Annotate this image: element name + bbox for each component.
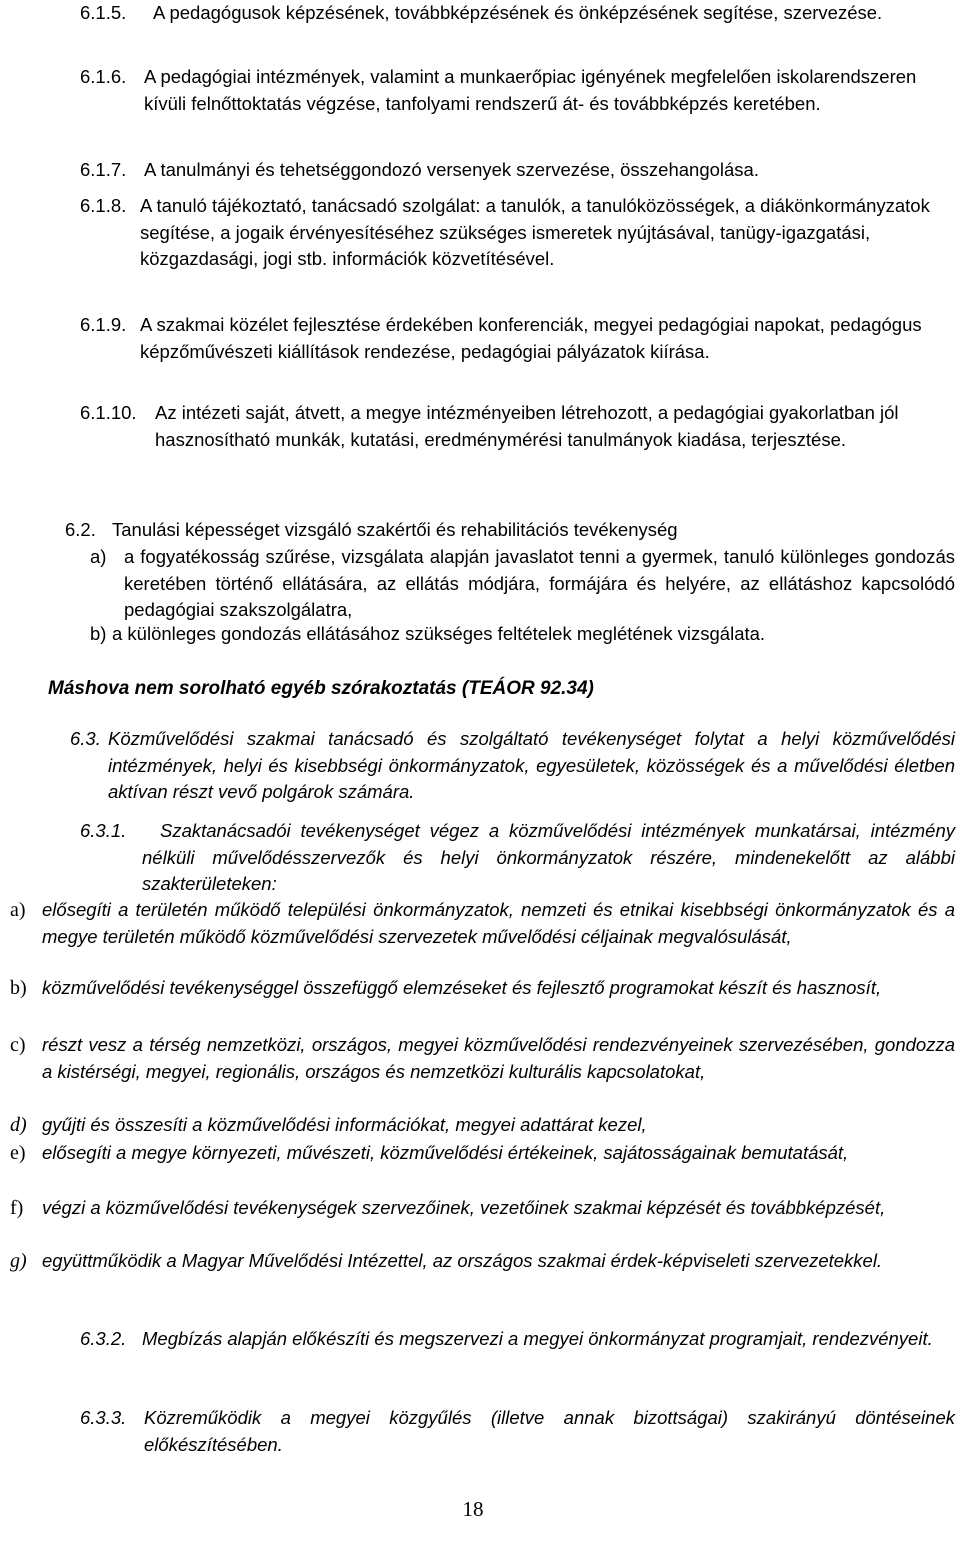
list-item-b xyxy=(10,975,955,1031)
section-number: 6.3.1. xyxy=(80,820,127,841)
section-6-3-1 xyxy=(80,818,955,900)
section-text: Szaktanácsadói tevékenységet végez a közművelődési intézmények munkatársai, intézmény nélküli művelődésszervezők és helyi önkormányzatok részére, mindenekelőtt az alábbi szakterületeken: xyxy=(142,820,955,895)
item-text: A tanulmányi és tehetséggondozó versenyek szervezése, összehangolása. xyxy=(144,159,759,180)
item-6-1-9 xyxy=(80,312,950,392)
item-6-1-8 xyxy=(80,193,960,303)
item-6-1-5 xyxy=(80,0,940,54)
item-label: b) xyxy=(90,623,107,644)
section-6-3-3 xyxy=(80,1405,955,1461)
list-label: a) xyxy=(10,899,26,921)
section-text: Megbízás alapján előkészíti és megszervezi a megyei önkormányzat programjait, rendezvényeit. xyxy=(142,1328,933,1349)
section-heading: Máshova nem sorolható egyéb szórakoztatás (TEÁOR 92.34) xyxy=(48,678,594,699)
list-label: c) xyxy=(10,1034,26,1056)
list-label: e) xyxy=(10,1142,26,1164)
section-text: Közművelődési szakmai tanácsadó és szolgáltató tevékenységet folytat a helyi közművelődési intézmények, helyi és kisebbségi önkormányzatok, egyesületek, közösségek és a művelődési életben aktívan részt vevő polgárok számára. xyxy=(108,728,955,803)
list-text: elősegíti a megye környezeti, művészeti, közművelődési értékeinek, sajátosságainak bemutatását, xyxy=(42,1142,849,1163)
item-6-1-7 xyxy=(80,157,950,185)
list-item-f xyxy=(10,1195,955,1251)
list-text: részt vesz a térség nemzetközi, országos, megyei közművelődési rendezvényeinek szervezésében, gondozza a kistérségi, megyei, regionális, országos és nemzetközi kulturális kapcsolatokat, xyxy=(42,1034,955,1082)
item-text: A tanuló tájékoztató, tanácsadó szolgálat: a tanulók, a tanulóközösségek, a diákönkormányzatok segítése, a jogaik érvényesítéséhez szükséges ismeretek nyújtásával, tanügy-igazgatási, közgazdasági, jogi stb. információk közvetítésével. xyxy=(140,195,930,270)
list-item-c xyxy=(10,1032,955,1114)
list-text: gyűjti és összesíti a közművelődési információkat, megyei adattárat kezel, xyxy=(42,1114,647,1135)
item-6-1-10 xyxy=(80,400,950,480)
section-text: Közreműködik a megyei közgyűlés (illetve annak bizottságai) szakirányú döntéseinek előkészítésében. xyxy=(144,1407,955,1455)
item-text: a különleges gondozás ellátásához szükséges feltételek meglétének vizsgálata. xyxy=(112,623,766,644)
item-number: 6.1.9. xyxy=(80,314,127,335)
list-label: f) xyxy=(10,1197,24,1219)
item-number: 6.1.5. xyxy=(80,2,127,23)
item-text: A szakmai közélet fejlesztése érdekében konferenciák, megyei pedagógiai napokat, pedagógus képzőművészeti kiállítások rendezése, pedagógiai pályázatok kiírása. xyxy=(140,314,922,362)
item-number: 6.1.8. xyxy=(80,195,127,216)
list-label: g) xyxy=(10,1250,27,1272)
list-text: elősegíti a területén működő települési önkormányzatok, nemzeti és etnikai kisebbségi önkormányzatok és a megye területén működő közművelődési szervezetek művelődési céljainak megvalósulását, xyxy=(42,899,955,947)
list-text: együttműködik a Magyar Művelődési Intézettel, az országos szakmai érdek-képviseleti szervezetekkel. xyxy=(42,1250,883,1271)
item-text: A pedagógiai intézmények, valamint a munkaerőpiac igényének megfelelően iskolarendszeren kívüli felnőttoktatás végzése, tanfolyami rendszerű át- és továbbképzés keretében. xyxy=(144,66,917,114)
section-6-2-item-a xyxy=(90,544,955,626)
section-number: 6.3.3. xyxy=(80,1407,127,1428)
item-number: 6.1.10. xyxy=(80,402,137,423)
list-item-e xyxy=(10,1140,955,1196)
section-6-3-2 xyxy=(80,1326,955,1382)
section-title: Tanulási képességet vizsgáló szakértői és rehabilitációs tevékenység xyxy=(112,519,678,540)
item-text: A pedagógusok képzésének, továbbképzésének és önképzésének segítése, szervezése. xyxy=(153,2,883,23)
section-number: 6.3. xyxy=(70,728,101,749)
section-6-3 xyxy=(70,726,955,808)
item-number: 6.1.7. xyxy=(80,159,127,180)
item-number: 6.1.6. xyxy=(80,66,127,87)
item-6-1-6 xyxy=(80,64,950,144)
item-label: a) xyxy=(90,546,107,567)
list-label: d) xyxy=(10,1114,27,1136)
section-number: 6.2. xyxy=(65,519,96,540)
list-text: végzi a közművelődési tevékenységek szervezőinek, vezetőinek szakmai képzését és továbbképzését, xyxy=(42,1197,886,1218)
section-6-2-title xyxy=(65,517,945,545)
section-6-2-item-b xyxy=(90,621,950,649)
item-text: a fogyatékosság szűrése, vizsgálata alapján javaslatot tenni a gyermek, tanuló különleges gondozás keretében történő ellátására, az ellátás módjára, formájára és helyére, az ellátáshoz kapcsolódó pedagógiai szakszolgálatra, xyxy=(124,546,955,621)
list-text: közművelődési tevékenységgel összefüggő elemzéseket és fejlesztő programokat készít és hasznosít, xyxy=(42,977,882,998)
item-text: Az intézeti saját, átvett, a megye intézményeiben létrehozott, a pedagógiai gyakorlatban jól hasznosítható munkák, kutatási, eredménymérési tanulmányok kiadása, terjesztése. xyxy=(155,402,899,450)
list-item-g xyxy=(10,1248,955,1304)
section-number: 6.3.2. xyxy=(80,1328,127,1349)
list-item-d xyxy=(10,1112,955,1140)
list-item-a xyxy=(10,897,955,979)
list-label: b) xyxy=(10,977,27,999)
page-number: 18 xyxy=(462,1497,484,1521)
